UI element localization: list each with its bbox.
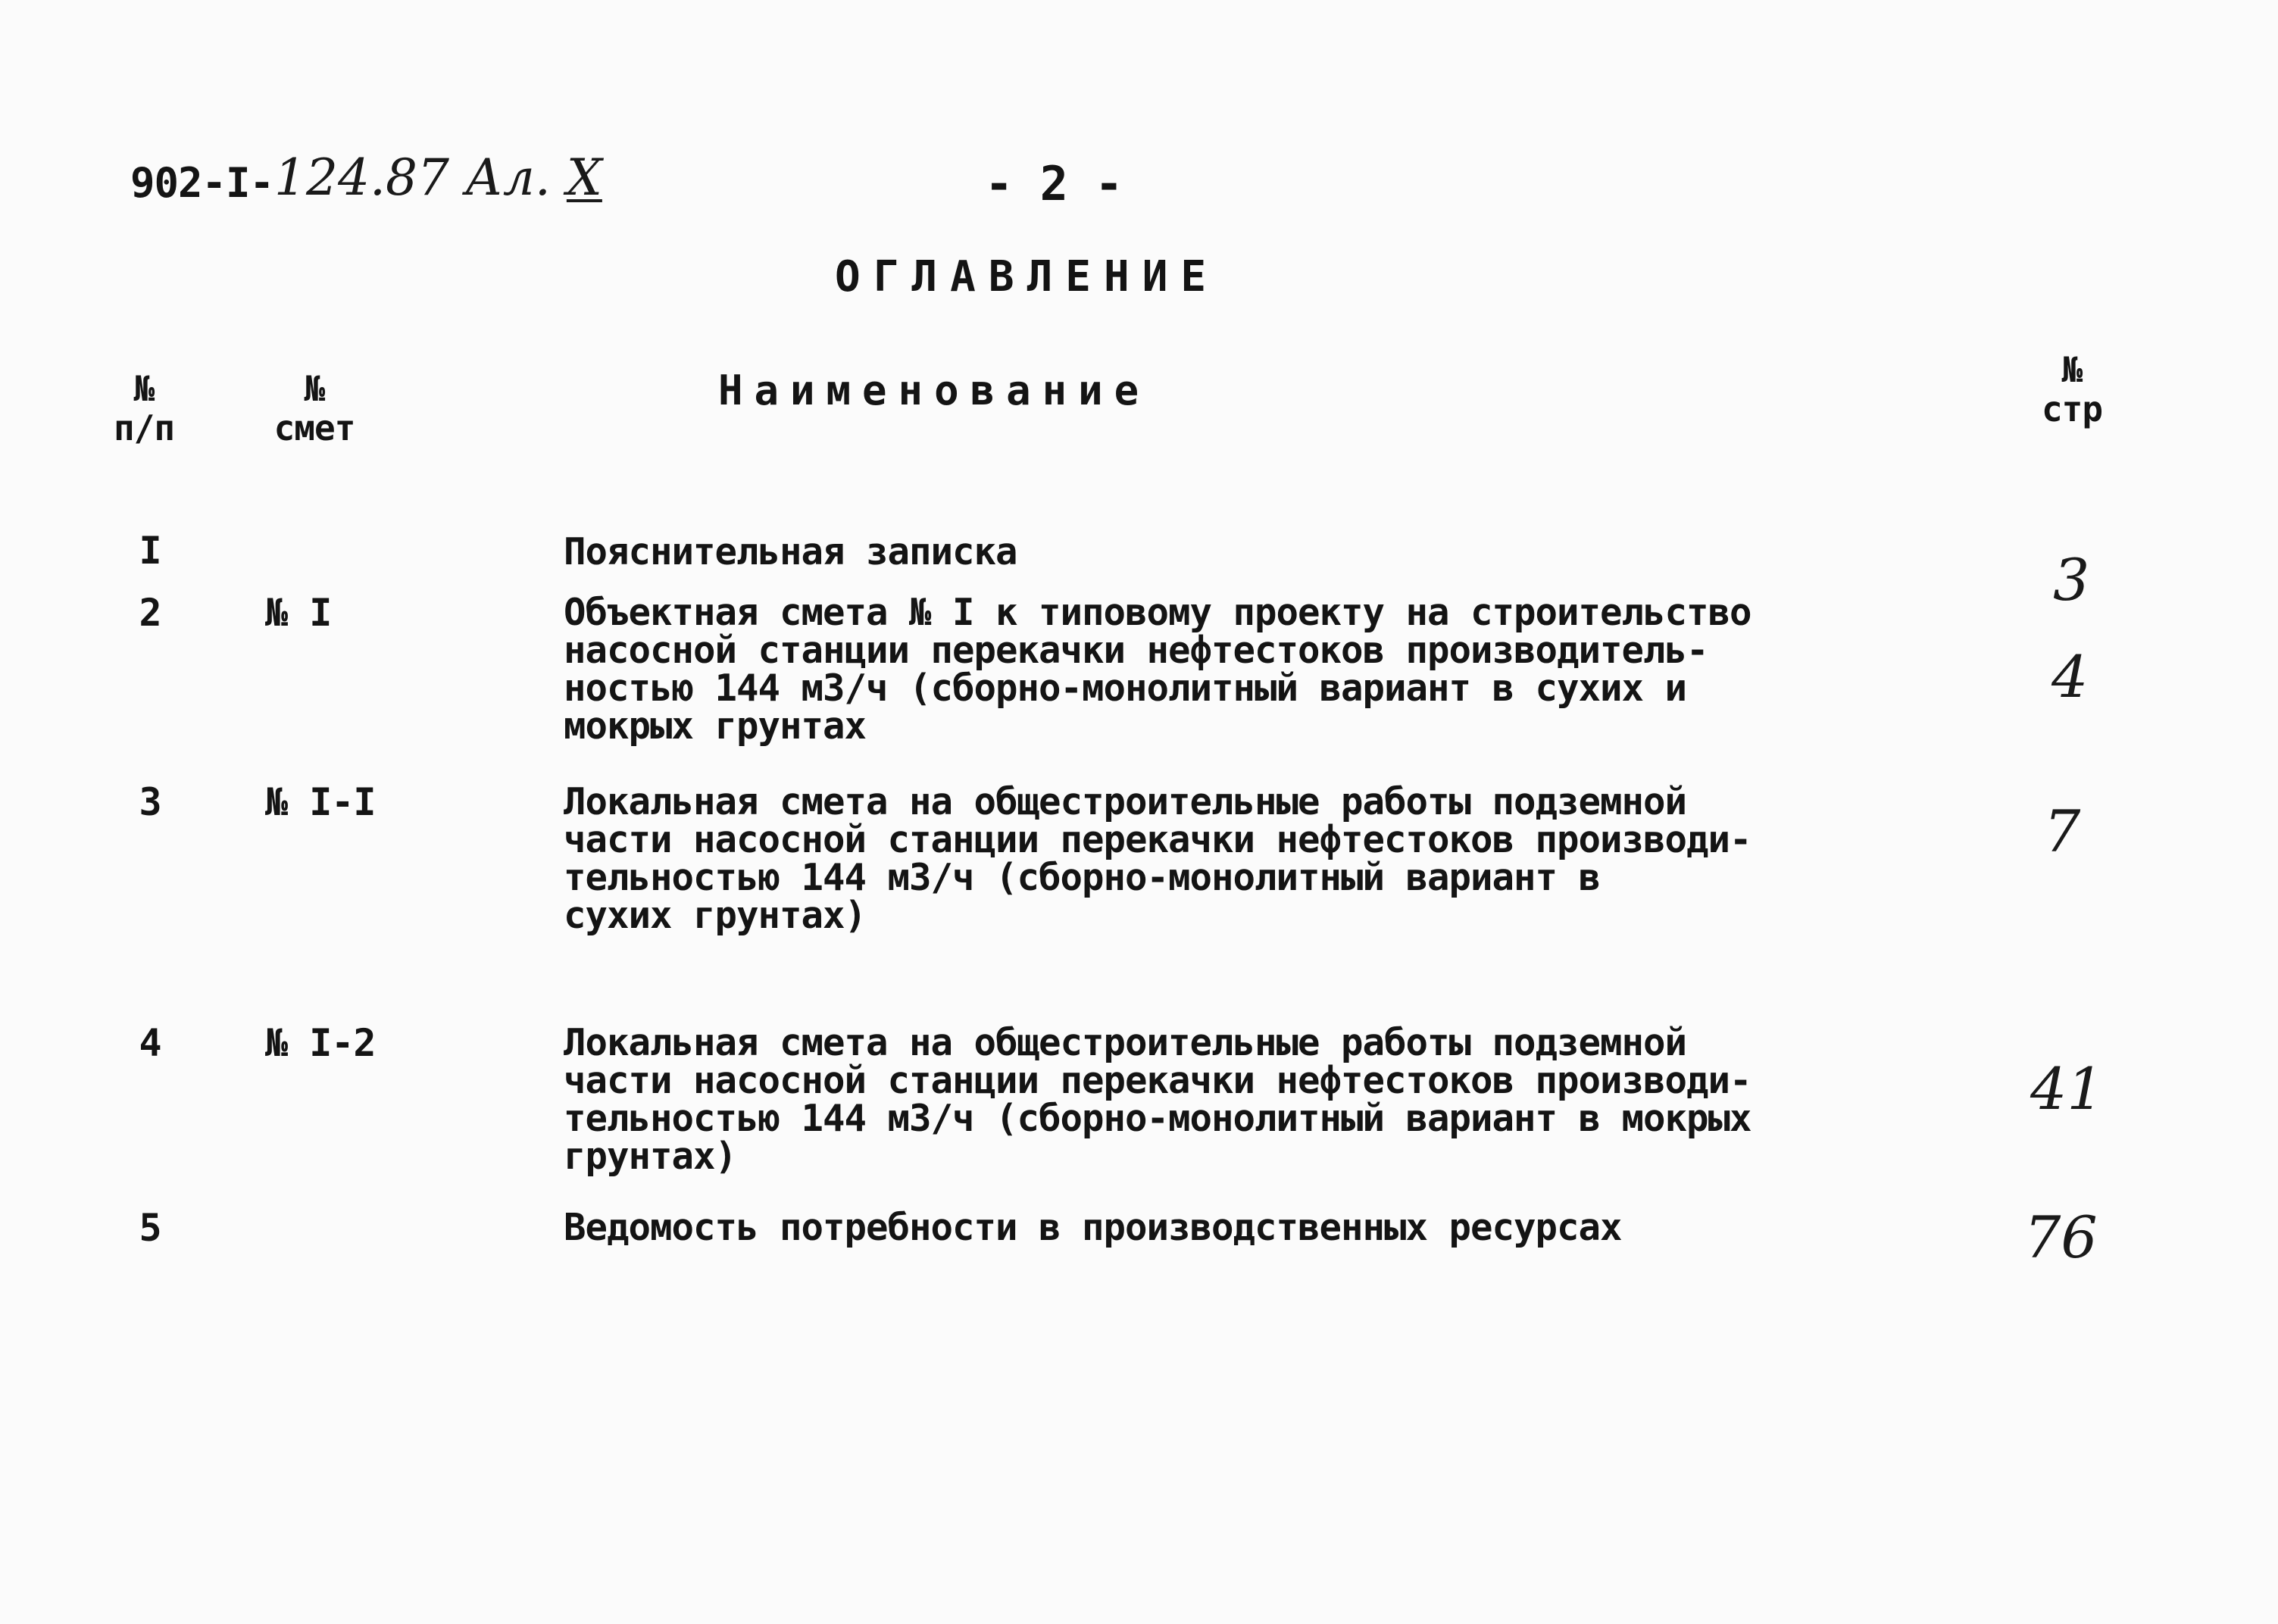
row-4-number: 4 [139,1021,161,1065]
row-3-estimate: № I-I [265,780,376,824]
row-5-name: Ведомость потребности в производственных ресурсах [564,1206,1622,1249]
page-number: - 2 - [985,156,1123,211]
column-header-estimate: № смет [273,368,355,448]
row-3-name: Локальная смета на общестроительные работы подземной части насосной станции перекачки нефтестоков производи- тельностью 144 м3/ч (сборно-монолитный вариант в сухих грунтах) [564,780,1751,937]
row-3-page: 7 [2044,798,2081,865]
row-3-number: 3 [139,780,161,824]
row-4-page: 41 [2030,1055,2104,1123]
row-2-number: 2 [139,591,161,635]
row-4-estimate: № I-2 [265,1021,376,1065]
row-2-estimate: № I [265,591,332,635]
row-2-page: 4 [2051,643,2089,710]
column-header-number: № п/п [113,368,175,448]
row-2-name: Объектная смета № I к типовому проекту на строительство насосной станции перекачки нефтестоков производитель- ностью 144 м3/ч (сборно-монолитный вариант в сухих и мокрых грунтах [564,591,1751,748]
row-5-number: 5 [139,1206,161,1250]
row-5-page: 76 [2024,1204,2098,1271]
row-4-name: Локальная смета на общестроительные работы подземной части насосной станции перекачки нефтестоков производи- тельностью 144 м3/ч (сборно-монолитный вариант в мокрых грунтах) [564,1021,1751,1178]
document-code-handwritten-number: 124.87 Ал. [274,148,551,207]
column-header-name: Наименование [718,367,1151,414]
row-1-page: 3 [2053,546,2090,614]
column-header-page: № стр [2041,349,2103,429]
page-title: ОГЛАВЛЕНИЕ [835,252,1220,301]
document-code-roman: X [566,148,602,207]
row-1-name: Пояснительная записка [564,530,1017,573]
document-code-handwritten [274,148,602,207]
row-1-number: I [139,529,161,573]
document-code-typed: 902-I- [130,159,274,207]
